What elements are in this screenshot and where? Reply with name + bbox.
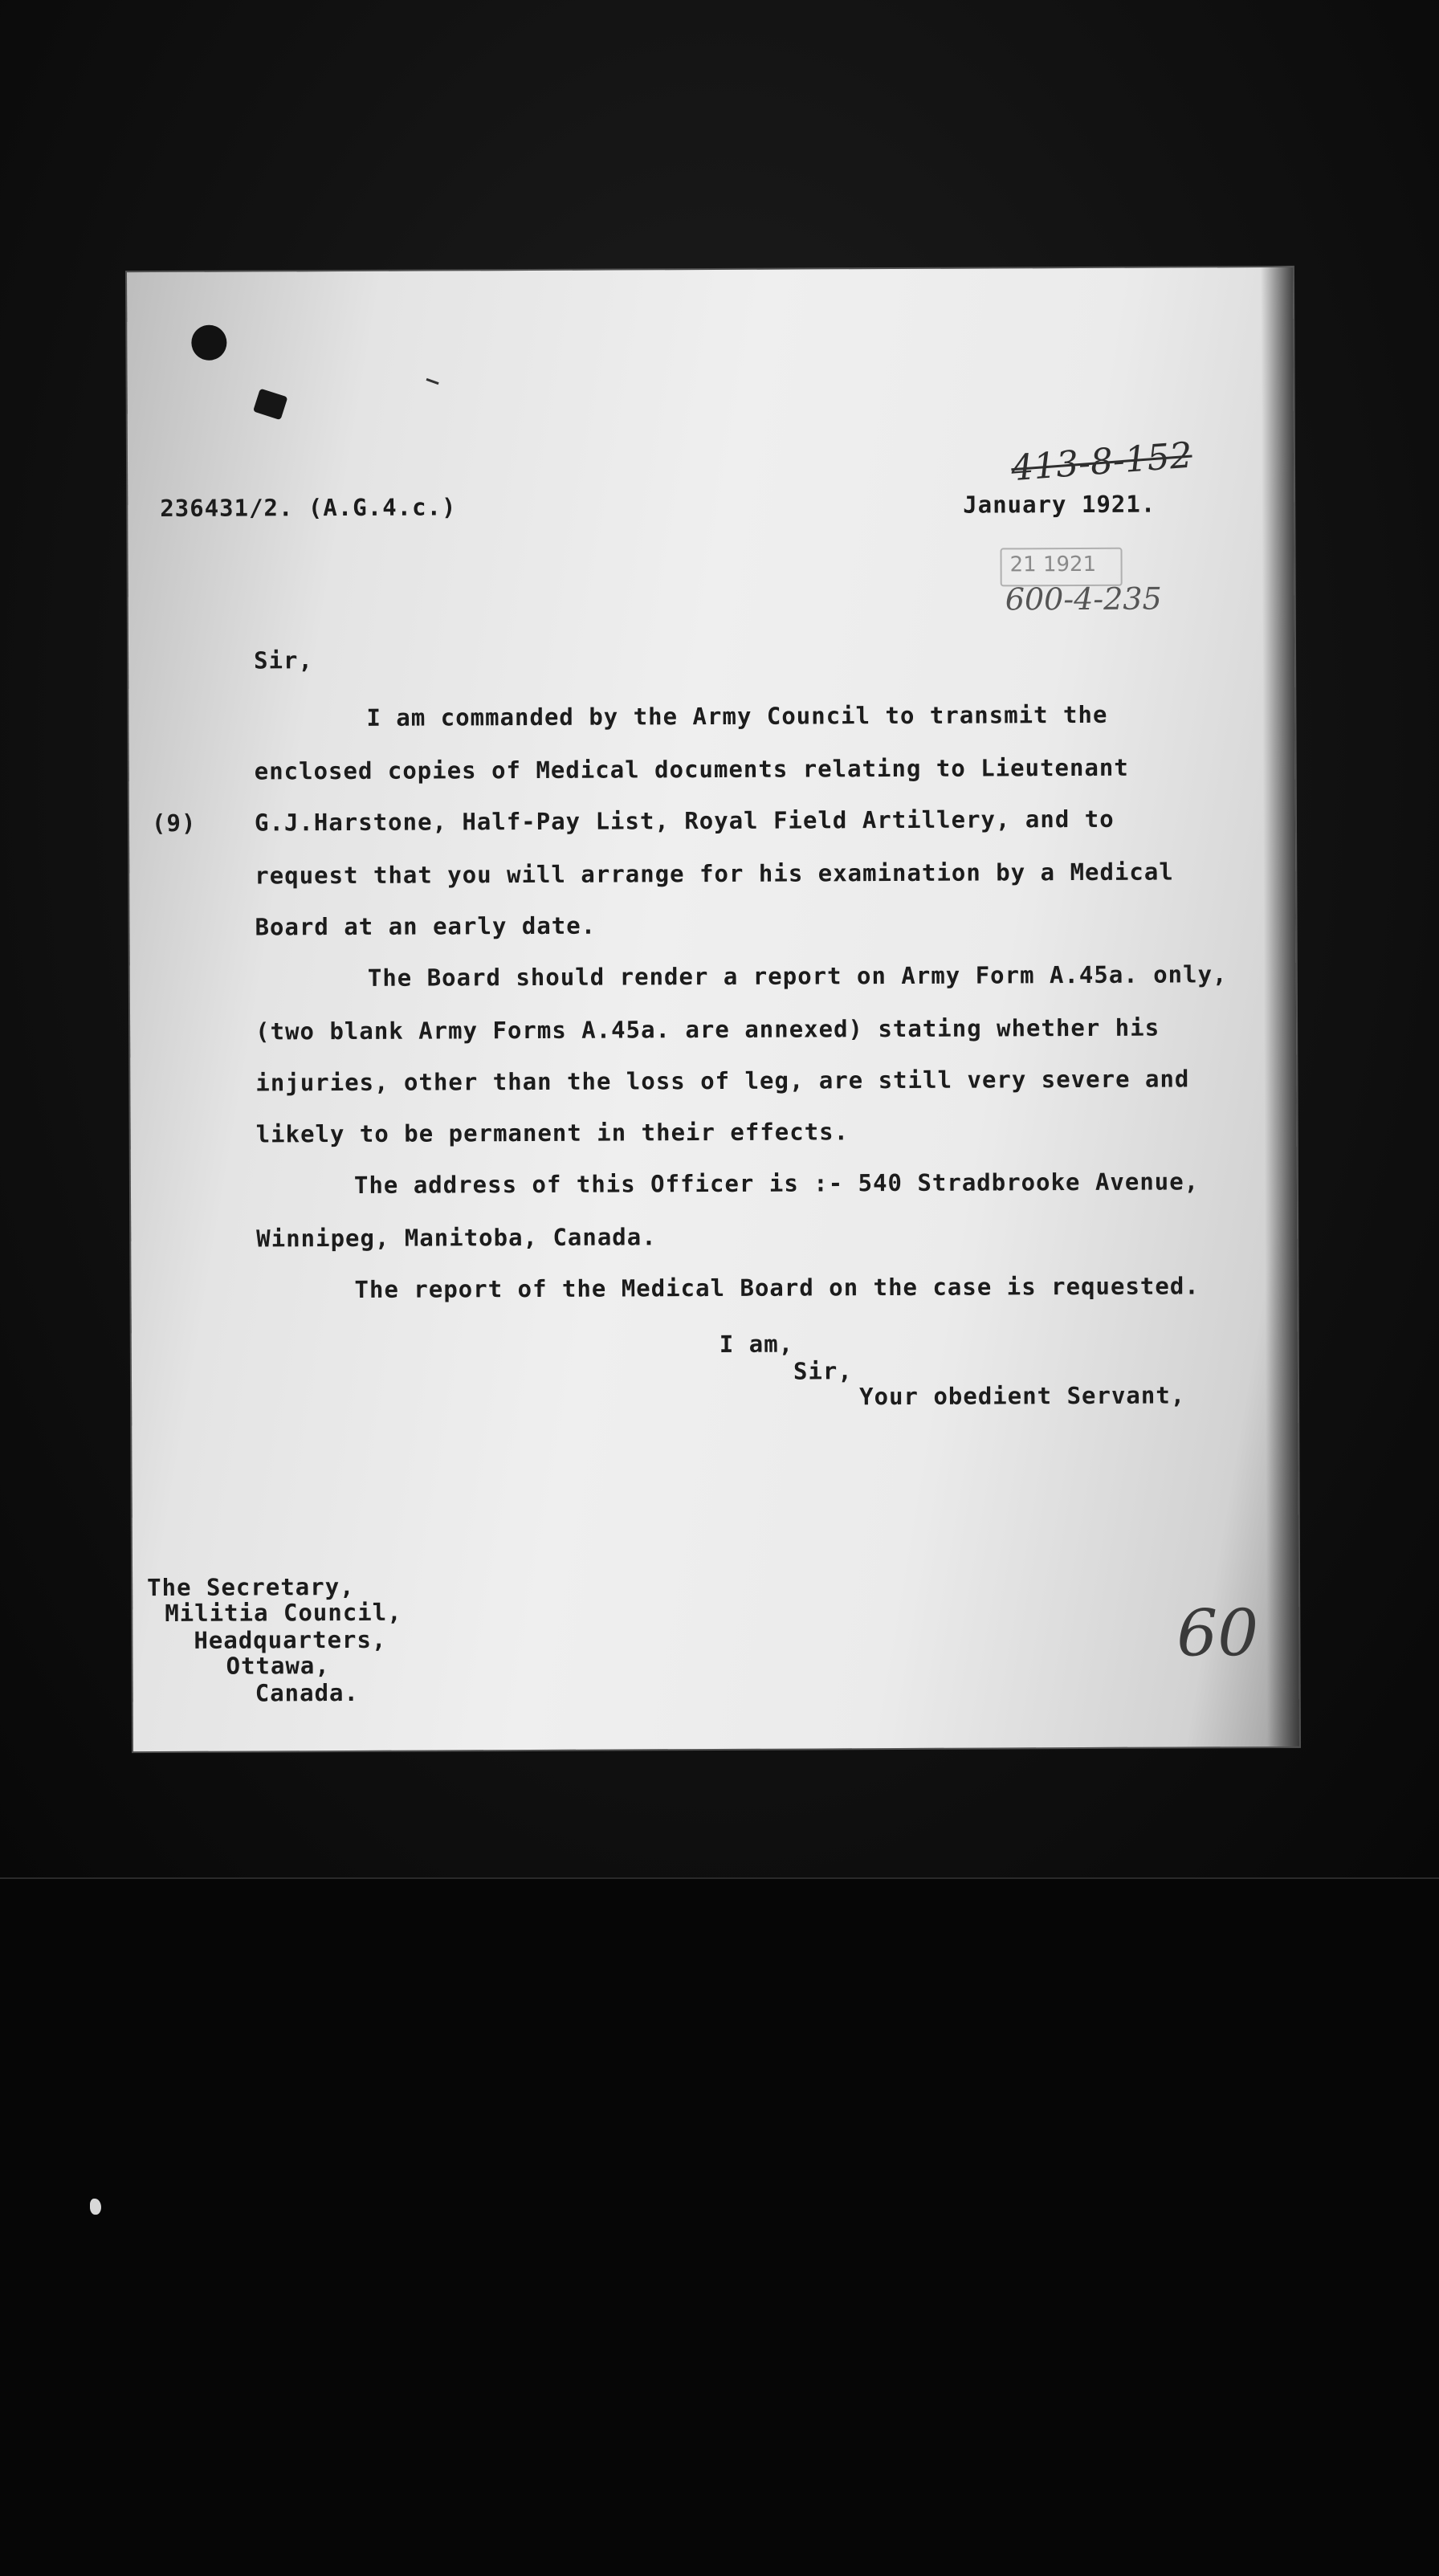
letter-date: January 1921.	[963, 490, 1156, 519]
received-stamp-date: 21 1921	[1009, 552, 1097, 577]
punch-hole	[191, 325, 226, 361]
pen-mark	[426, 378, 439, 385]
address-line: Headquarters,	[194, 1625, 387, 1654]
body-line: enclosed copies of Medical documents relating to Lieutenant	[254, 753, 1129, 785]
ink-blot	[253, 389, 287, 421]
address-line: Ottawa,	[226, 1652, 330, 1680]
address-line: Militia Council,	[165, 1598, 402, 1627]
film-speck	[90, 2199, 101, 2215]
reference-number: 236431/2. (A.G.4.c.)	[160, 493, 457, 522]
body-line: G.J.Harstone, Half-Pay List, Royal Field Artillery, and to	[254, 805, 1115, 837]
address-line: The Secretary,	[147, 1572, 355, 1602]
handwritten-stamp-file: 600-4-235	[1005, 581, 1162, 618]
letter-page	[127, 267, 1299, 1751]
closing-line: I am,	[719, 1330, 794, 1358]
body-line: The report of the Medical Board on the case is requested.	[354, 1272, 1200, 1303]
closing-line: Sir,	[793, 1357, 853, 1385]
body-line: The address of this Officer is :- 540 Stradbrooke Avenue,	[353, 1168, 1200, 1199]
film-blank-area	[0, 1879, 1439, 2576]
body-line: request that you will arrange for his examination by a Medical	[255, 858, 1174, 890]
body-line: Board at an early date.	[255, 911, 597, 941]
handwritten-file-number: 413-8-152	[1009, 434, 1194, 490]
body-line: Winnipeg, Manitoba, Canada.	[256, 1223, 657, 1253]
closing-line: Your obedient Servant,	[859, 1381, 1186, 1411]
salutation: Sir,	[254, 646, 314, 675]
margin-note: (9)	[151, 809, 197, 838]
body-line: (two blank Army Forms A.45a. are annexed) stating whether his	[255, 1013, 1160, 1045]
body-line: I am commanded by the Army Council to transmit the	[366, 700, 1108, 732]
handwritten-page-number: 60	[1176, 1596, 1259, 1671]
address-line: Canada.	[255, 1678, 360, 1707]
body-line: likely to be permanent in their effects.	[255, 1118, 850, 1148]
body-line: injuries, other than the loss of leg, are still very severe and	[255, 1065, 1190, 1097]
body-line: The Board should render a report on Army Form A.45a. only,	[367, 960, 1228, 992]
page-shadow-edge	[1261, 267, 1299, 1747]
